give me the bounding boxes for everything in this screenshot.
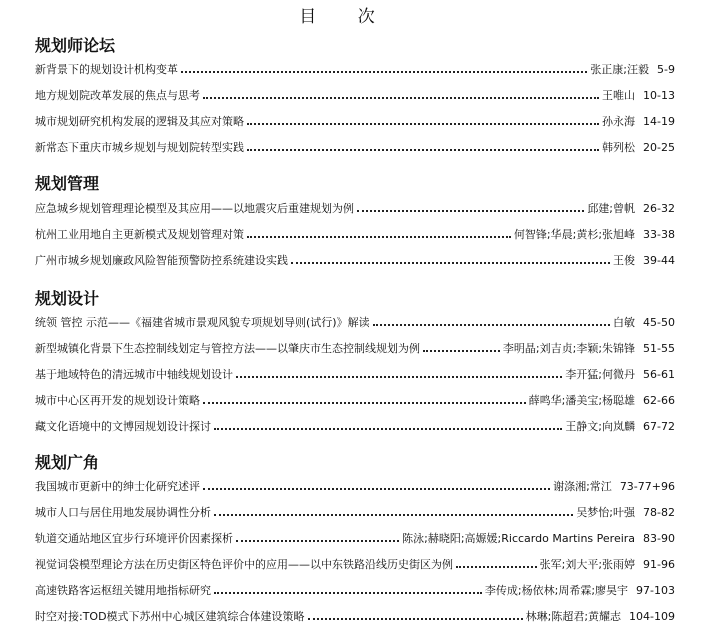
- entry-pages: 51-55: [643, 342, 675, 355]
- entry-title: 城市中心区再开发的规划设计策略: [35, 394, 200, 407]
- entry-authors: 孙永海: [602, 115, 636, 128]
- entry-authors: 何智锋;华晨;黄杉;张旭峰: [513, 228, 636, 241]
- entry-pages: 56-61: [643, 368, 675, 381]
- section-title: 规划设计: [35, 289, 100, 308]
- toc-entry[interactable]: [35, 341, 675, 357]
- dot-leader: [214, 514, 573, 516]
- toc-entry[interactable]: [35, 531, 675, 547]
- dot-leader: [373, 324, 610, 326]
- toc-entry[interactable]: [35, 557, 675, 573]
- entry-pages: 10-13: [643, 89, 675, 102]
- entry-pages: 5-9: [657, 63, 675, 76]
- dot-leader: [247, 123, 599, 125]
- entry-authors: 王俊: [613, 254, 636, 267]
- entry-title: 基于地域特色的清远城市中轴线规划设计: [35, 368, 233, 381]
- toc-entry[interactable]: [35, 140, 675, 156]
- entry-pages: 104-109: [629, 610, 675, 623]
- dot-leader: [203, 402, 526, 404]
- toc-entry[interactable]: [35, 505, 675, 521]
- page-title: 目 次: [299, 7, 393, 27]
- toc-entry[interactable]: [35, 253, 675, 269]
- entry-title: 视觉词袋模型理论方法在历史街区特色评价中的应用——以中东铁路沿线历史街区为例: [35, 558, 453, 571]
- entry-authors: 白敏: [613, 316, 636, 329]
- entry-authors: 张军;刘大平;张雨婷: [539, 558, 636, 571]
- entry-authors: 陈泳;赫晓阳;高嫄媛;Riccardo Martins Pereira: [402, 532, 636, 545]
- toc-entry[interactable]: [35, 583, 675, 599]
- section-title: 规划管理: [35, 174, 100, 193]
- section-title: 规划师论坛: [35, 36, 116, 55]
- entry-pages: 67-72: [643, 420, 675, 433]
- entry-title: 新常态下重庆市城乡规划与规划院转型实践: [35, 141, 244, 154]
- dot-leader: [236, 376, 562, 378]
- entry-title: 统领 管控 示范——《福建省城市景观风貌专项规划导则(试行)》解读: [35, 316, 370, 329]
- dot-leader: [203, 488, 550, 490]
- entry-pages: 26-32: [643, 202, 675, 215]
- entry-authors: 李传成;杨依林;周希霖;廖昊宇: [484, 584, 629, 597]
- dot-leader: [203, 97, 599, 99]
- entry-pages: 97-103: [636, 584, 675, 597]
- entry-authors: 李明晶;刘吉贞;李颖;朱锦锋: [502, 342, 636, 355]
- toc-entry[interactable]: [35, 393, 675, 409]
- dot-leader: [291, 262, 610, 264]
- dot-leader: [247, 149, 599, 151]
- toc-entry[interactable]: [35, 201, 675, 217]
- toc-entry[interactable]: [35, 609, 675, 625]
- toc-entry[interactable]: [35, 479, 675, 495]
- entry-pages: 83-90: [643, 532, 675, 545]
- entry-title: 时空对接:TOD模式下苏州中心城区建筑综合体建设策略: [35, 610, 305, 623]
- entry-authors: 邱建;曾帆: [587, 202, 636, 215]
- entry-authors: 王静文;向岚麟: [565, 420, 636, 433]
- entry-title: 我国城市更新中的绅士化研究述评: [35, 480, 200, 493]
- entry-pages: 45-50: [643, 316, 675, 329]
- entry-authors: 薛鸣华;潘美宝;杨聪雄: [528, 394, 636, 407]
- toc-entry[interactable]: [35, 419, 675, 435]
- dot-leader: [181, 71, 587, 73]
- dot-leader: [247, 236, 511, 238]
- entry-title: 轨道交通站地区宜步行环境评价因素探析: [35, 532, 233, 545]
- entry-pages: 62-66: [643, 394, 675, 407]
- entry-title: 新型城镇化背景下生态控制线划定与管控方法——以肇庆市生态控制线规划为例: [35, 342, 420, 355]
- dot-leader: [214, 428, 562, 430]
- entry-title: 广州市城乡规划廉政风险智能预警防控系统建设实践: [35, 254, 288, 267]
- entry-authors: 张正康;汪毅: [590, 63, 650, 76]
- entry-pages: 78-82: [643, 506, 675, 519]
- toc-entry[interactable]: [35, 315, 675, 331]
- dot-leader: [423, 350, 500, 352]
- entry-authors: 李开猛;何微丹: [565, 368, 636, 381]
- entry-title: 藏文化语境中的文博园规划设计探讨: [35, 420, 211, 433]
- entry-authors: 韩列松: [602, 141, 636, 154]
- entry-title: 城市规划研究机构发展的逻辑及其应对策略: [35, 115, 244, 128]
- toc-entry[interactable]: [35, 227, 675, 243]
- entry-title: 杭州工业用地自主更新模式及规划管理对策: [35, 228, 244, 241]
- entry-pages: 14-19: [643, 115, 675, 128]
- entry-pages: 39-44: [643, 254, 675, 267]
- toc-entry[interactable]: [35, 88, 675, 104]
- entry-authors: 谢涤湘;常江: [553, 480, 612, 493]
- dot-leader: [308, 618, 523, 620]
- toc-entry[interactable]: [35, 114, 675, 130]
- entry-title: 城市人口与居住用地发展协调性分析: [35, 506, 211, 519]
- entry-pages: 73-77+96: [619, 480, 675, 493]
- entry-authors: 吴梦怡;叶强: [576, 506, 636, 519]
- entry-title: 新背景下的规划设计机构变革: [35, 63, 178, 76]
- entry-pages: 20-25: [643, 141, 675, 154]
- entry-pages: 33-38: [643, 228, 675, 241]
- dot-leader: [456, 566, 537, 568]
- toc-entry[interactable]: [35, 367, 675, 383]
- entry-pages: 91-96: [643, 558, 675, 571]
- toc-entry[interactable]: [35, 62, 675, 78]
- dot-leader: [236, 540, 399, 542]
- entry-authors: 林琳;陈超君;黄耀志: [525, 610, 622, 623]
- entry-title: 应急城乡规划管理理论模型及其应用——以地震灾后重建规划为例: [35, 202, 354, 215]
- entry-title: 地方规划院改革发展的焦点与思考: [35, 89, 200, 102]
- dot-leader: [214, 592, 482, 594]
- dot-leader: [357, 210, 584, 212]
- section-title: 规划广角: [35, 453, 100, 472]
- entry-authors: 王唯山: [602, 89, 636, 102]
- entry-title: 高速铁路客运枢纽关键用地指标研究: [35, 584, 211, 597]
